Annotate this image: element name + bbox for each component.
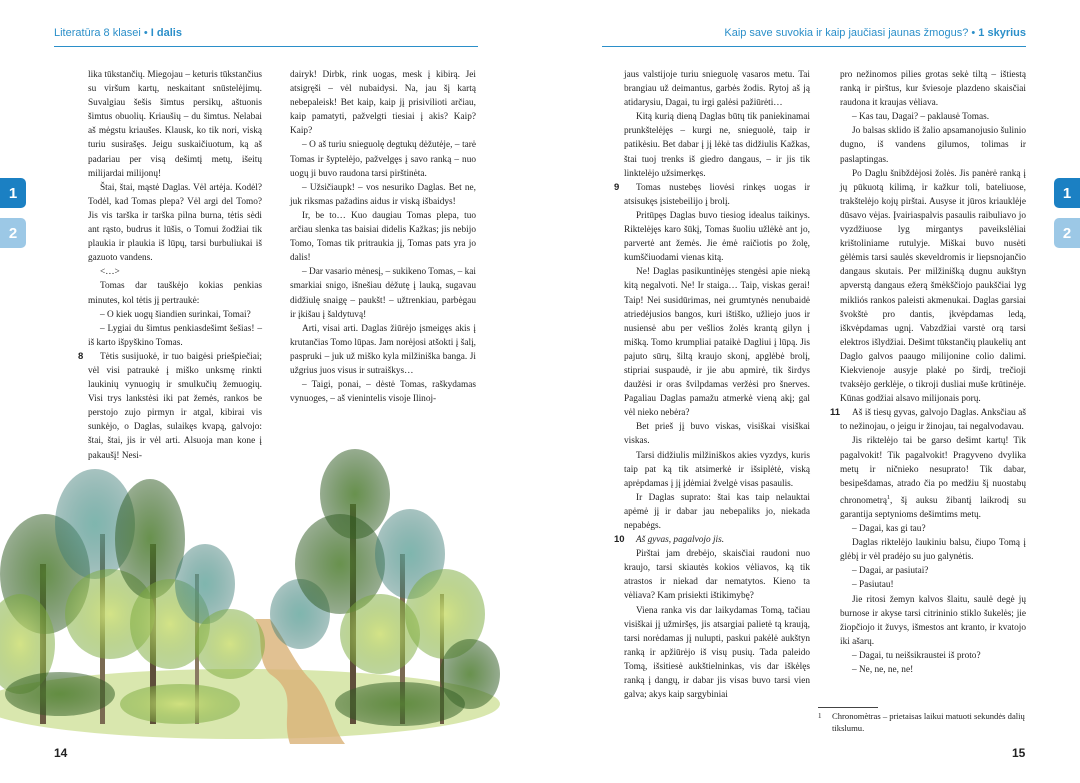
- chapter-tab-2-right[interactable]: 2: [1054, 218, 1080, 248]
- dialogue-line: – Dagai, kas gi tau?: [852, 524, 926, 535]
- paragraph-text: Tomas nustebęs liovėsi rinkęs uogas ir atsisukęs įsistebeilijo į brolį.: [624, 182, 810, 207]
- paragraph: Kitą kurią dieną Daglas būtų tik paniekinamai prunkštelėjęs – kurgi ne, snieguolė, taip ir patikėsiu. Bet dabar į jį lėkė tas didžiulis Kažkas, štai tuoj trenks iš giedro dangaus, – ir jis tik linktelėjo užsimerkęs.: [624, 112, 810, 179]
- dialogue-line: – Taigi, ponai, – dėstė Tomas, raškydamas vynuoges, – aš vienintelis visoje Ilinoj-: [290, 380, 476, 405]
- page-number-right: 15: [1012, 746, 1026, 760]
- omission-mark: <…>: [100, 267, 120, 278]
- paragraph: Tomas dar tauškėjo kokias penkias minutes, kol tėtis jį pertraukė:: [88, 281, 262, 306]
- dialogue-line: – Dagai, ar pasiutai?: [852, 566, 929, 577]
- paragraph: dairyk! Dirbk, rink uogas, mesk į kibirą. Jei atsigręši – vėl nubaidysi. Na, jau šį kartą nebepaleisk! Bet kaip, kaip jį prisivilioti arčiau, kaip pamatyti, pažvelgti tiesiai į akis? Kaip? Kaip?: [290, 70, 476, 137]
- paragraph: Arti, visai arti. Daglas žiūrėjo įsmeigęs akis į krutančias Tomo lūpas. Jam norėjosi atšokti į šalį, paspruki – juk už miško kyla milžiniška banga. Ji užgrius juos visus ir sutraiškys…: [290, 323, 476, 376]
- text-column-2: [290, 68, 476, 406]
- paragraph: [840, 434, 1026, 522]
- chapter-label: 1 skyrius: [978, 27, 1026, 39]
- paragraph: Ne! Daglas pasikuntinėjęs stengėsi apie nieką kitą negalvoti. Ne! Ir staiga… Taip, viskas gerai! Taip! Nei susidūrimas, nei grumtynės nenubaidė atriedėjusios bangos, kuri ištiško, užliejo juos ir nusiensė abu per vešlios žolės krantą gilyn į mišką. Tomo krumpliai pataikė Dagliui į lūpą. Jis pajuto sūrų, šiltą kraujo skonį, apglėbė brolį, stipriai suspaudė, ir jie abu apmirė, tik širdys daužėsi ir oras švilpdamas veržėsi pro šnerves. Pagaliau Daglas pamažu atmerkė vieną akį; gal vėl nieko nebėra?: [624, 267, 810, 419]
- dialogue-line: – Užsičiaupk! – vos nesuriko Daglas. Bet ne, juk riksmas pažadins aidus ir viską išbaidys!: [290, 182, 476, 207]
- left-running-header: [54, 27, 182, 39]
- paragraph: Pritūpęs Daglas buvo tiesiog idealus taikinys. Riktelėjęs karo šūkį, Tomas šuoliu užlėkė ant jo, parvertė ant žemės. Jie ėmė raičiotis po žolę, kumščiuodami vienas kitą.: [624, 210, 810, 264]
- paragraph-number: 8: [78, 350, 84, 362]
- forest-watercolor-illustration: [0, 444, 500, 744]
- paragraph: [614, 533, 810, 547]
- paragraph-text: Jis riktelėjo tai be garso dešimt kartų! Tik pagalvokit! Tik pagalvokit! Pragyveno dvylika metų ir ničnieko nesuprato! Tik dabar, besipešdamas, atrado čia po medžiu šį nuostabų chronometrą: [840, 436, 1026, 506]
- paragraph: pro nežinomos pilies grotas sekė tiltą – ištiestą ranką ir pirštus, kur šviesoje plazdeno skaisčiai raudona it kraujas vėliava.: [840, 70, 1026, 109]
- footnote-text: Chronomètras – prietaisas laikui matuoti sekundės dalių tikslumu.: [832, 711, 1025, 733]
- footnote-ref[interactable]: 1: [886, 494, 890, 501]
- paragraph: Štai, štai, mąstė Daglas. Vėl artėja. Kodėl? Todėl, kad Tomas plepa? Vėl argi del Tomo? Jis vis tarška ir tarška pilna burna, tėtis sėdi ant rąsto, budrus it lūšis, o Tomui žodžiai tik plaukia ir plaukia iš lūpų, tarsi burbuliukai iš gazuoto vandens.: [88, 182, 262, 264]
- right-running-header: [724, 27, 1026, 39]
- dialogue-line: – O kiek uogų šiandien surinkai, Tomai?: [100, 309, 251, 320]
- text-column-1: [78, 68, 262, 463]
- dialogue-line: – Pasiutau!: [852, 580, 894, 591]
- paragraph: Po Daglu šnibždėjosi žolės. Jis panėrė ranką į jų pūkuotą kilimą, ir kažkur toli, bateliuose, trakštelėjo kojų pirštai. Ausyse it jūros kriauklėje dūsavo vėjas. Įvairiaspalvis pasaulis raibuliavo jo vyzdžiuose lyg mirgantys paveikslėliai krištoliniame rutulyje. Miškai buvo nusėti gėlėmis tarsi saulės skeveldromis ir liepsnojančio dangaus skutais. Per milžinišką dugnu aukštyn apverstą dangaus ežerą šmėkščiojo paukščiai lyg mikliós rankos paleisti akmenukai. Daglas garsiai švokštė pro dantis, įkvėpdamas ledą, iškvėpdamas ugnį. Vabzdžiai varstė orą tarsi elektros išlydžiai. Dešimt tūkstančių plaukelių ant Daglo galvos paaugo milijonine colio dalimi. Kiekvienoje ausyje plakė po širdį, trečioji tvaksėjo gerklėje, o tikroji dusliai muše krūtinėje. Kūnas godžiai alsavo milijonais porų.: [840, 168, 1026, 405]
- dialogue-line: – O aš turiu snieguolę degtukų dėžutėje, – tarė Tomas ir šyptelėjo, pažvelgęs į savo ranką – nuo uogų ji buvo raudona tarsi pirštinėta.: [290, 140, 476, 179]
- chapter-tab-2-left[interactable]: 2: [0, 218, 26, 248]
- paragraph: [830, 406, 1026, 434]
- dialogue-line: – Ne, ne, ne, ne!: [852, 665, 914, 676]
- page-number-left: 14: [54, 746, 68, 760]
- paragraph: Daglas riktelėjo laukiniu balsu, čiupo Tomą į glėbį ir vėl pradėjo su juo galynėtis.: [840, 538, 1026, 563]
- text-column-3: [614, 68, 810, 702]
- header-rule-left: [54, 46, 478, 47]
- paragraph: Ir, be to… Kuo daugiau Tomas plepa, tuo arčiau slenka tas baisiai didelis Kažkas; jis nebijo Tomo, Tomas tik pritraukia jį, Tomas pats yra jo dalis!: [290, 210, 476, 264]
- paragraph: Pirštai jam drebėjo, skaisčiai raudoni nuo kraujo, tarsi skiautės kokios vėliavos, ką tik atrastos ir niekad dar nematytos. Kieno ta vėliava? Kam prisiekti ištikimybę?: [624, 549, 810, 602]
- dialogue-line: – Dar vasario mėnesį, – sukikeno Tomas, – kai smarkiai snigo, išnešiau dėžutę į lauką, sugavau didžiulę snaigę – paukšt! – užtrenkiau, parbėgau ir įkišau į šaldytuvą!: [290, 267, 476, 320]
- dialogue-line: – Kas tau, Dagai? – paklausė Tomas.: [852, 112, 990, 123]
- footnote-rule: [818, 707, 878, 708]
- paragraph: Ir Daglas suprato: štai kas taip nelauktai apėmė jį ir dabar jau nebepaliks jo, niekada nepabėgs.: [624, 492, 810, 531]
- paragraph: Jo balsas sklido iš žalio apsamanojusio šulinio dugno, iš vandens gilumos, tolimas ir paslaptingas.: [840, 126, 1026, 165]
- part-label: I dalis: [150, 27, 182, 39]
- paragraph: [614, 181, 810, 209]
- paragraph-number: 11: [830, 407, 841, 419]
- dialogue-line: – Lygiai du šimtus penkiasdešimt šešias! – iš karto išpyškino Tomas.: [88, 323, 262, 348]
- paragraph: Viena ranka vis dar laikydamas Tomą, tačiau visiškai jį užmiršęs, jis atsargiai palietė tą kraują, tarsi norėdamas jį nulupti, paskui pakėlė aukštyn ranką ir apžiūrėjo iš visų pusių. Tada paleido Tomą, išsitiesė aukštielninkas, vis dar iškėlęs ranką į dangų, ir dabar jis visas buvo tarsi vien galva; akys kaip sargybiniai: [624, 605, 810, 701]
- footnote-number: 1: [818, 712, 822, 720]
- paragraph: Tarsi didžiulis milžiniškos akies vyzdys, kuris taip pat ką tik atsimerkė ir išsiplėtė, viską aprėpdamas į jį įdėmiai žvelgė visas pasaulis.: [624, 450, 810, 489]
- paragraph: jaus valstijoje turiu snieguolę vasaros metu. Tai brangiau už deimantus, garbės žodis. Rytoj aš ją atidarysiu, Dagai, tu irgi galėsi pažiūrėti…: [624, 70, 810, 109]
- header-rule-right: [602, 46, 1026, 47]
- paragraph-text: Tėtis susijuokė, ir tuo baigėsi priešpiečiai; vėl visi patraukė į miško unksmę rinkti laukinių vynuogių ir smulkučių žemuogių. Visi trys lankstėsi iki pat žemės, rankos be perstojo zujo pirmyn ir atgal, kibirai vis sunkėjo, o Daglas, sulaikęs kvapą, galvojo: štai, štai, jis ir vėl arti. Alsuoja man kone į pakaušį! Nesi-: [88, 351, 262, 461]
- paragraph-text: , šį auksu žibantį laikrodį su garantija septynioms dešimtims metų.: [840, 495, 1026, 520]
- paragraph-text: Aš gyvas, pagalvojo jis.: [636, 535, 725, 546]
- paragraph-text: Aš iš tiesų gyvas, galvojo Daglas. Anksčiau aš to nežinojau, o jeigu ir žinojau, tai negalvodavau.: [840, 408, 1026, 433]
- book-title: Literatūra 8 klasei •: [54, 27, 151, 39]
- paragraph-number: 9: [614, 181, 620, 193]
- paragraph-number: 10: [614, 534, 625, 546]
- text-column-4: [830, 68, 1026, 677]
- chapter-tab-1-right[interactable]: 1: [1054, 178, 1080, 208]
- footnote: [818, 711, 1028, 734]
- paragraph: Bet prieš jį buvo viskas, visiškai visiškai viskas.: [624, 422, 810, 447]
- section-title: Kaip save suvokia ir kaip jaučiasi jaunas žmogus? •: [724, 27, 979, 39]
- dialogue-line: – Dagai, tu neišsikraustei iš proto?: [852, 650, 981, 661]
- paragraph: lika tūkstančių. Miegojau – keturis tūkstančius su viršum kartų, neskaitant snūstelėjimų. Suvalgiau šešis šimtus persikų, aštuonis šimtus obuolių. Kriaušių – du šimtus. Nelabai aš mėgstu kriaušes. Klausk, ko tik nori, viską turiu susirašęs. Jeigu suskaičiuotum, ką aš padariau per visą dešimtį metų, išeitų milijardai milijonų!: [88, 70, 262, 179]
- paragraph: Jie ritosi žemyn kalvos šlaitu, saulė degė jų burnose ir akyse tarsi citrininio stiklo šukelės; jie žiopčiojo it žuvys, išmestos ant kranto, ir kvatojo iki ašarų.: [840, 594, 1026, 647]
- chapter-tab-1-left[interactable]: 1: [0, 178, 26, 208]
